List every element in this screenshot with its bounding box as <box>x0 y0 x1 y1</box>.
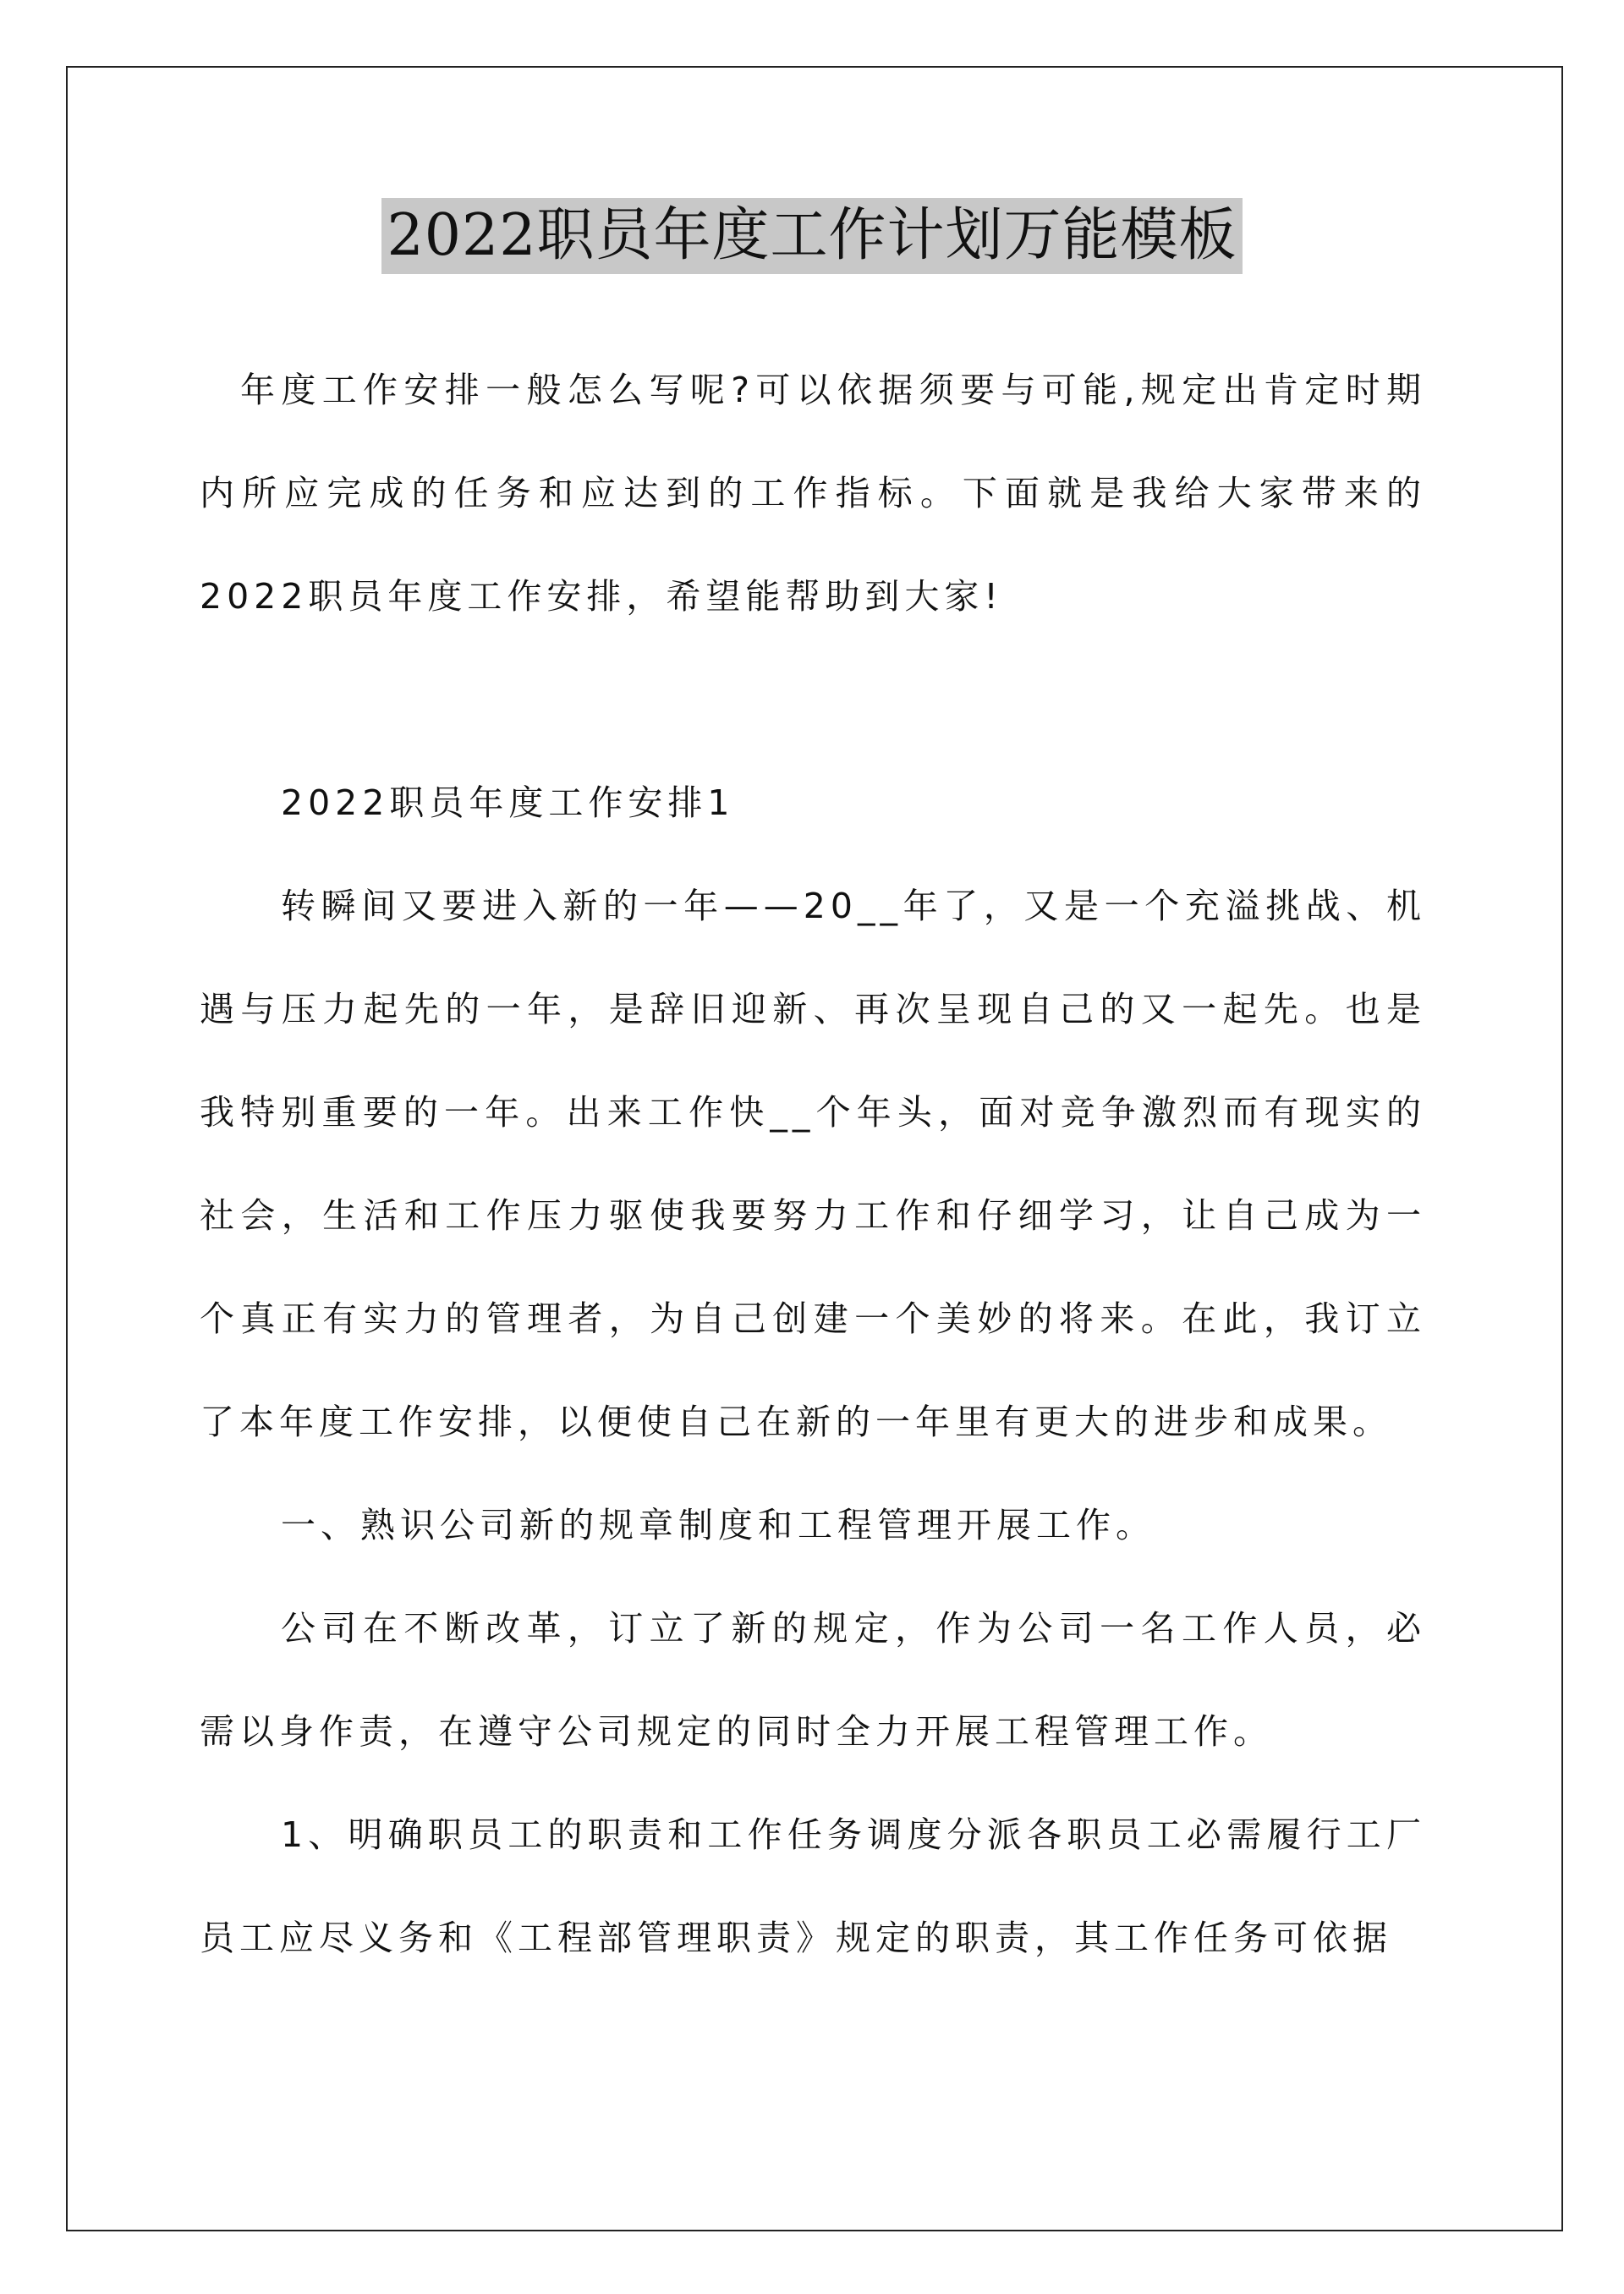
body-subheading: 一、熟识公司新的规章制度和工程管理开展工作。 <box>281 1505 1155 1545</box>
body-paragraph: 转瞬间又要进入新的一年——20__年了，又是一个充溢挑战、机遇与压力起先的一年，是辞旧迎新、再次呈现自己的又一起先。也是我特别重要的一年。出来工作快__个年头，面对竞争激烈而有现实的社会，生活和工作压力驱使我要努力工作和仔细学习，让自己成为一个真正有实力的管理者，为自己创建一个美妙的将来。在此，我订立了本年度工作安排，以便使自己在新的一年里有更大的进步和成果。 <box>200 886 1426 1442</box>
title-container <box>0 198 1624 274</box>
document-title: 2022职员年度工作计划万能模板 <box>381 198 1242 274</box>
paragraph-gap <box>200 648 1426 751</box>
body-paragraph: 公司在不断改革，订立了新的规定，作为公司一名工作人员，必需以身作责，在遵守公司规定的同时全力开展工程管理工作。 <box>200 1608 1426 1752</box>
document-body <box>200 338 1426 1989</box>
intro-paragraph: 年度工作安排一般怎么写呢?可以依据须要与可能,规定出肯定时期内所应完成的任务和应达到的工作指标。下面就是我给大家带来的2022职员年度工作安排，希望能帮助到大家! <box>200 370 1426 617</box>
body-paragraph: 1、明确职员工的职责和工作任务调度分派各职员工必需履行工厂员工应尽义务和《工程部管理职责》规定的职责，其工作任务可依据 <box>200 1814 1426 1958</box>
section-heading: 2022职员年度工作安排1 <box>281 782 735 823</box>
